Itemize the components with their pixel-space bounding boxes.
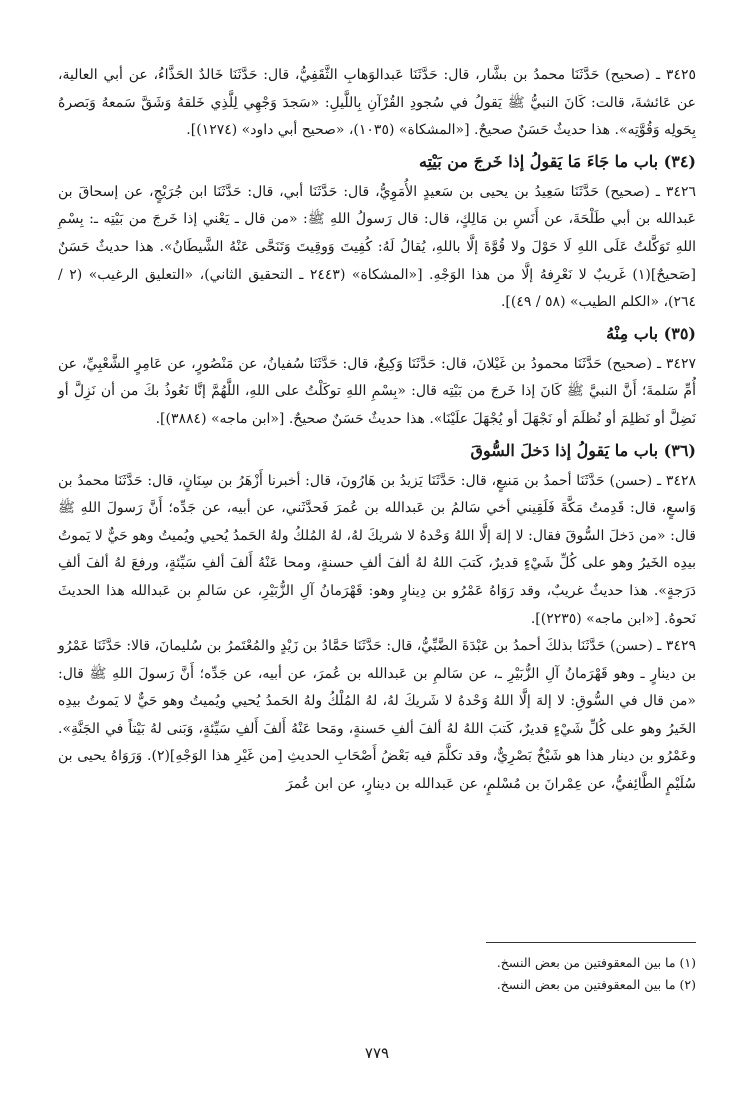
chapter-heading-34: (٣٤) باب ما جَاءَ مَا يَقولُ إذا خَرجَ من بَيْتِه (419, 151, 696, 171)
hadith-3425: ٣٤٢٥ ـ (صحيح) حَدَّثَنَا محمدُ بن بشَّار، قال: حَدَّثَنَا عَبدالوَهابِ الثَّقَفِيُّ، قال: حَدَّثَنَا خَالدٌ الحَذَّاءُ، عن أبي العالية، عن عَائشةَ، قالت: كَانَ النبيُّ ﷺ يَقولُ في سُجودِ القُرْآنِ بِاللَّيلِ: «سَجدَ وَجْهِي لِلَّذِي خَلقهُ وَشَقَّ سَمعهُ وَبَصرهُ بِحَولِه وَقُوَّتِه». هذا حديثٌ حَسَنٌ صحيحٌ. [«المشكاة» (١٠٣٥)، «صحيح أبي داود» (١٢٧٤)]. (58, 67, 696, 139)
page-body (58, 62, 696, 1057)
chapter-heading-36: (٣٦) باب ما يَقولُ إذا دَخلَ السُّوقَ (470, 440, 696, 460)
chapter-heading-35: (٣٥) باب مِنْهُ (606, 323, 696, 343)
page-number: ٧٧٩ (364, 1044, 390, 1062)
hadith-3427: ٣٤٢٧ ـ (صحيح) حَدَّثَنَا محمودُ بن غَيْلانَ، قال: حَدَّثَنَا وَكِيعٌ، قال: حَدَّثَنَا سُفيانُ، عن مَنْصُورٍ، عن عَامِرٍ الشَّعْبِيِّ، عن أُمِّ سَلمةَ؛ أَنَّ النبيَّ ﷺ كَانَ إذا خَرجَ من بَيْتِه قال: «بِسْمِ اللهِ توكَلْتُ على اللهِ، اللَّهُمَّ إنَّا نَعُوذُ بكَ من أن نَزِلَّ أو نَضِلَّ أو نَظلِمَ أو نُظلَمَ أو نَجْهَلَ أو يُجْهَلَ علَيْنَا». هذا حديثٌ حَسَنٌ صحيحٌ. [«ابن ماجه» (٣٨٨٤)]. (58, 355, 696, 427)
hadith-3426: ٣٤٢٦ ـ (صحيح) حَدَّثَنَا سَعِيدُ بن يحيى بن سَعيدٍ الأُمَوِيُّ، قال: حَدَّثَنَا أبي، قال: حَدَّثَنَا ابن جُرَيْجٍ، عن إسحاقَ بن عَبدالله بن أبي طَلْحَةَ، عن أَنَسِ بن مَالِكٍ، قال: قال رَسولُ اللهِ ﷺ: «من قال ـ يَعْني إذا خَرجَ من بَيْتِه ـ: بِسْمِ اللهِ تَوَكَّلتُ عَلَى اللهِ لَا حَوْلَ ولا قُوَّةَ إلَّا باللهِ، يُقالُ لَهُ: كُفِيتَ وَوقِيتَ وَتَنَحَّى عَنْهُ الشَّيطَانُ». هذا حديثٌ حَسَنٌ [صَحيحٌ](١) غَريبٌ لا نَعْرِفهُ إلَّا من هذا الوَجْهِ. [«المشكاة» (٢٤٤٣ ـ التحقيق الثاني)، «التعليق الرغيب» (٢ / ٢٦٤)، «الكلم الطيب» (٥٨ / ٤٩)]. (58, 183, 696, 311)
hadith-3428: ٣٤٢٨ ـ (حسن) حَدَّثَنَا أحمدُ بن مَنيعٍ، قال: حَدَّثَنَا يَزيدُ بن هَارُونَ، قال: أخبرنا أَزْهَرُ بن سِنَانٍ، قال: حَدَّثَنَا محمدُ بن وَاسعٍ، قال: قَدِمتُ مَكَّةَ فَلَقِيني أخي سَالمُ بن عَبدالله بن عُمرَ فَحدَّثَني، عن أبيه، عن جَدِّه؛ أَنَّ رَسولَ اللهِ ﷺ قال: «من دَخلَ السُّوقَ فقال: لا إلهَ إلَّا اللهُ وَحْدهُ لا شريكَ لهُ، لهُ المُلكُ ولهُ الحَمدُ يُحيي ويُميتُ وهو حَيٌّ لا يَموتُ بيدِه الخَيرُ وهو على كُلِّ شَيْءٍ قديرٌ، كَتبَ اللهُ لهُ ألفَ ألفِ حسنةٍ، ومحا عَنْهُ أَلفَ ألفِ سَيِّئةٍ، ورفعَ لهُ ألفَ ألفِ دَرَجةٍ». هذا حديثٌ غريبٌ، وقد رَوَاهُ عَمْرُو بن دِينارٍ وهو: قَهْرَمانُ آلِ الزُّبَيْرِ، عن سَالمِ بن عَبدالله هذا الحديثَ نَحوهُ. [«ابن ماجه» (٢٢٣٥)]. (58, 472, 696, 627)
footnotes (58, 952, 696, 996)
footnote-divider (486, 942, 696, 943)
footnote-2: (٢) ما بين المعقوفتين من بعض النسخ. (496, 977, 696, 992)
hadith-3429: ٣٤٢٩ ـ (حسن) حَدَّثَنَا بذلكَ أحمدُ بن عَبْدَةَ الضَّبِّيُّ، قال: حَدَّثَنَا حَمَّادُ بن زَيْدٍ والمُعْتَمرُ بن سُليمانَ، قالا: حَدَّثَنَا عَمْرُو بن دينارٍ ـ وهو قَهْرَمانُ آلِ الزُّبَيْرِ ـ، عن سَالمِ بن عَبدالله بن عُمرَ، عن أبيه، عن جَدِّه؛ أَنَّ رَسولَ اللهِ ﷺ قال: «من قال في السُّوقِ: لا إلهَ إلَّا اللهُ وَحْدهُ لا شَريكَ لهُ، لهُ المُلْكُ ولهُ الحَمدُ يُحيي ويُميتُ وهو حَيٌّ لا يَموتُ بيدِه الخَيرُ وهو على كُلِّ شَيْءٍ قديرٌ، كَتبَ اللهُ لهُ ألفَ ألفِ حَسنةٍ، ومَحا عَنْهُ أَلفَ أَلفِ سَيِّئةٍ، وَبَنى لهُ بَيْتاً في الجَنَّةِ». وعَمْرُو بن دينار هذا هو شَيْخٌ بَصْرِيٌّ، وقد تكلَّمَ فيه بَعْضُ أَصْحَابِ الحديثِ [من غَيْرِ هذا الوَجْهِ](٢). وَرَوَاهُ يحيى بن سُلَيْمٍ الطَّائِفيُّ، عن عِمْرانَ بن مُسْلمٍ، عن عَبدالله بن دينارٍ، عن ابن عُمرَ (58, 638, 696, 793)
main-text (58, 62, 696, 799)
footnote-1: (١) ما بين المعقوفتين من بعض النسخ. (496, 955, 696, 970)
